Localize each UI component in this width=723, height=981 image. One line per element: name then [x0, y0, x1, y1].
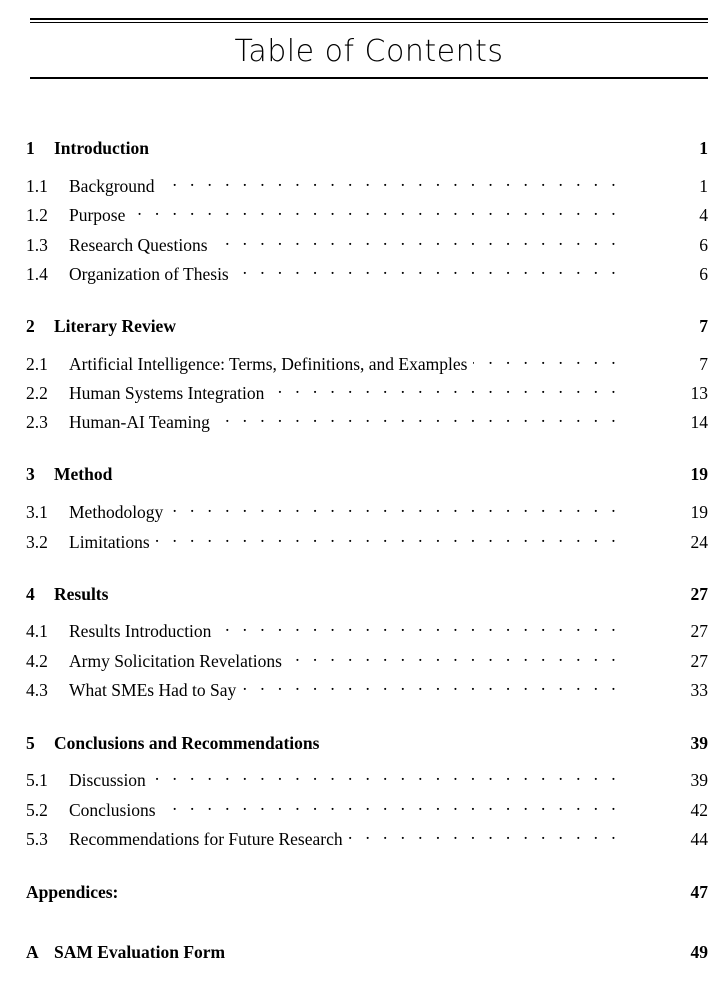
entry-page-number: 7 [699, 354, 708, 374]
entry-title[interactable]: What SMEs Had to Say [69, 680, 237, 700]
toc-section-entry[interactable] [26, 256, 708, 284]
entry-page-number: 19 [690, 502, 708, 522]
dot-leader [349, 821, 620, 845]
toc-chapter-entry[interactable] [26, 733, 708, 757]
entry-page-number: 7 [699, 316, 708, 336]
entry-page-number: 39 [690, 733, 708, 753]
entry-page-number: 1 [699, 176, 708, 196]
toc-chapter-entry[interactable] [26, 942, 708, 966]
entry-title[interactable]: Literary Review [54, 316, 176, 336]
entry-number: 4.3 [26, 680, 48, 700]
entry-title[interactable]: Artificial Intelligence: Terms, Definitions, and Examples [69, 354, 468, 374]
toc-section-entry[interactable] [26, 524, 708, 552]
entry-title[interactable]: Method [54, 464, 113, 484]
entry-number: 5.2 [26, 800, 48, 820]
entry-title[interactable]: Limitations [69, 532, 150, 552]
entry-title[interactable]: Discussion [69, 770, 146, 790]
top-rule-thin [30, 22, 708, 23]
entry-title[interactable]: Appendices: [26, 882, 119, 902]
entry-number: 2.2 [26, 383, 48, 403]
page-title: Table of Contents [234, 34, 504, 69]
entry-number: 3.2 [26, 532, 48, 552]
entry-page-number: 6 [699, 264, 708, 284]
toc-section-entry[interactable] [26, 821, 708, 849]
toc-section-entry[interactable] [26, 168, 708, 196]
toc-section-entry[interactable] [26, 613, 708, 641]
dot-leader [270, 375, 620, 399]
entry-number: 1.1 [26, 176, 48, 196]
entry-number: A [26, 942, 39, 962]
entry-number: 5.1 [26, 770, 48, 790]
entry-title[interactable]: Purpose [69, 205, 126, 225]
entry-number: 3.1 [26, 502, 48, 522]
entry-title[interactable]: SAM Evaluation Form [54, 942, 226, 962]
toc-section-entry[interactable] [26, 227, 708, 255]
entry-page-number: 33 [690, 680, 708, 700]
top-rule [30, 18, 708, 20]
entry-page-number: 6 [699, 235, 708, 255]
entry-number: 1.3 [26, 235, 48, 255]
entry-page-number: 27 [690, 621, 708, 641]
entry-number: 1 [26, 138, 35, 158]
entry-title[interactable]: Results [54, 584, 109, 604]
entry-number: 2 [26, 316, 35, 336]
toc-chapter-entry[interactable] [26, 584, 708, 608]
toc-section-entry[interactable] [26, 404, 708, 432]
toc-section-entry[interactable] [26, 672, 708, 700]
entry-number: 2.1 [26, 354, 48, 374]
dot-leader [288, 643, 620, 667]
entry-number: 2.3 [26, 412, 48, 432]
entry-title[interactable]: Results Introduction [69, 621, 212, 641]
entry-page-number: 1 [699, 138, 708, 158]
toc-section-entry[interactable] [26, 346, 708, 374]
entry-page-number: 19 [690, 464, 708, 484]
entry-title[interactable]: Recommendations for Future Research [69, 829, 343, 849]
dot-leader [216, 404, 620, 428]
toc-section-entry[interactable] [26, 197, 708, 225]
entry-title[interactable]: Background [69, 176, 155, 196]
dot-leader [162, 792, 620, 816]
entry-page-number: 39 [690, 770, 708, 790]
entry-page-number: 49 [690, 942, 708, 962]
entry-page-number: 42 [690, 800, 708, 820]
dot-leader [473, 346, 620, 370]
entry-page-number: 24 [690, 532, 708, 552]
entry-number: 4.2 [26, 651, 48, 671]
dot-leader [235, 256, 620, 280]
entry-title[interactable]: Conclusions [69, 800, 156, 820]
toc-section-entry[interactable] [26, 762, 708, 790]
entry-title[interactable]: Organization of Thesis [69, 264, 229, 284]
entry-number: 4 [26, 584, 35, 604]
entry-title[interactable]: Research Questions [69, 235, 208, 255]
dot-leader [161, 168, 620, 192]
entry-number: 1.2 [26, 205, 48, 225]
dot-leader [217, 613, 620, 637]
dot-leader [214, 227, 620, 251]
entry-title[interactable]: Conclusions and Recommendations [54, 733, 320, 753]
entry-title[interactable]: Methodology [69, 502, 164, 522]
toc-chapter-entry[interactable] [26, 882, 708, 906]
toc-section-entry[interactable] [26, 375, 708, 403]
title-underline [30, 77, 708, 79]
dot-leader [169, 494, 620, 518]
toc-section-entry[interactable] [26, 494, 708, 522]
entry-page-number: 13 [690, 383, 708, 403]
entry-number: 5.3 [26, 829, 48, 849]
dot-leader [156, 524, 620, 548]
entry-page-number: 4 [699, 205, 708, 225]
entry-page-number: 27 [690, 651, 708, 671]
toc-chapter-entry[interactable] [26, 138, 708, 162]
entry-number: 1.4 [26, 264, 48, 284]
toc-chapter-entry[interactable] [26, 316, 708, 340]
toc-section-entry[interactable] [26, 792, 708, 820]
entry-title[interactable]: Human-AI Teaming [69, 412, 210, 432]
entry-page-number: 14 [690, 412, 708, 432]
entry-title[interactable]: Army Solicitation Revelations [69, 651, 282, 671]
dot-leader [242, 672, 620, 696]
entry-number: 3 [26, 464, 35, 484]
entry-number: 5 [26, 733, 35, 753]
dot-leader [152, 762, 620, 786]
entry-page-number: 27 [690, 584, 708, 604]
entry-number: 4.1 [26, 621, 48, 641]
entry-page-number: 47 [690, 882, 708, 902]
toc-chapter-entry[interactable] [26, 464, 708, 488]
entry-title[interactable]: Human Systems Integration [69, 383, 265, 403]
toc-section-entry[interactable] [26, 643, 708, 671]
dot-leader [131, 197, 620, 221]
entry-page-number: 44 [690, 829, 708, 849]
entry-title[interactable]: Introduction [54, 138, 149, 158]
